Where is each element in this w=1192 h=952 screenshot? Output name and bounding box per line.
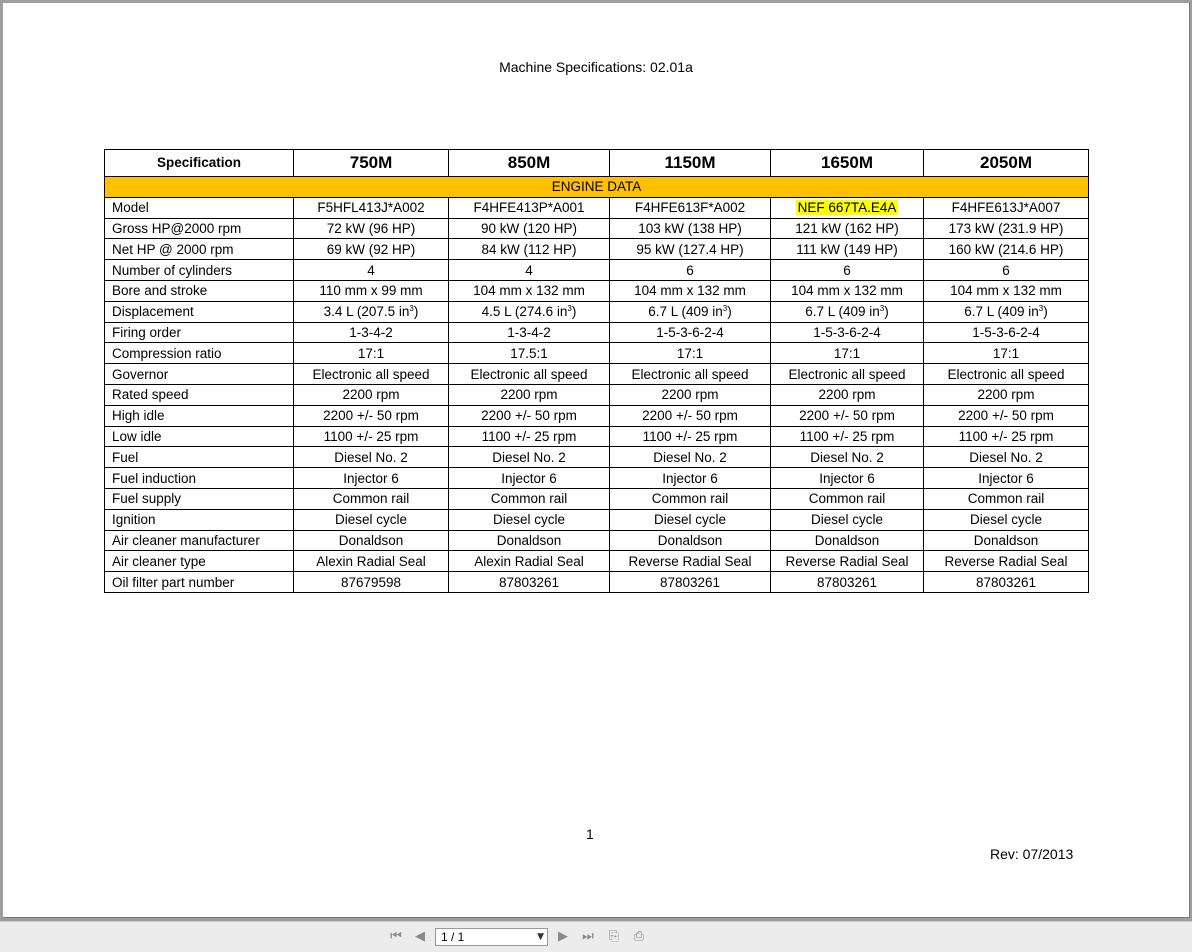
table-cell (771, 530, 924, 551)
cell-value: 6 (843, 262, 851, 278)
row-label: Bore and stroke (105, 280, 294, 301)
row-label: Air cleaner type (105, 551, 294, 572)
table-cell (610, 468, 771, 489)
unit-suffix: ) (413, 304, 419, 320)
table-cell (924, 384, 1089, 405)
row-label: Oil filter part number (105, 572, 294, 593)
cell-value: Diesel No. 2 (810, 449, 884, 465)
table-cell (924, 447, 1089, 468)
section-engine-data: ENGINE DATA (105, 177, 1089, 198)
table-cell (294, 488, 449, 509)
table-cell (610, 405, 771, 426)
unit-superscript: 3 (722, 304, 728, 314)
table-cell (449, 384, 610, 405)
cell-value: Alexin Radial Seal (474, 553, 584, 569)
table-cell (771, 239, 924, 260)
cell-value: 6.7 L (409 in (648, 304, 723, 320)
cell-value: 72 kW (96 HP) (326, 220, 416, 236)
table-cell (924, 197, 1089, 218)
table-cell (771, 343, 924, 364)
cell-value: Donaldson (973, 532, 1039, 548)
previous-view-icon[interactable]: ⎘ (608, 929, 620, 944)
cell-value: Diesel cycle (334, 512, 408, 528)
unit-suffix: ) (571, 304, 577, 320)
cell-value: 104 mm x 132 mm (791, 283, 903, 299)
cell-value: 6 (1002, 262, 1010, 278)
table-row (105, 197, 1089, 218)
table-cell (771, 384, 924, 405)
table-cell (610, 260, 771, 281)
table-cell (449, 572, 610, 593)
cell-value: 173 kW (231.9 HP) (948, 220, 1064, 236)
cell-value: 1100 +/- 25 rpm (323, 428, 419, 444)
header-model: 2050M (924, 150, 1089, 177)
cell-value: Electronic all speed (312, 366, 430, 382)
table-cell (449, 509, 610, 530)
cell-value: Diesel No. 2 (653, 449, 727, 465)
table-cell (449, 218, 610, 239)
page-select[interactable] (435, 928, 548, 946)
cell-value: 104 mm x 132 mm (950, 283, 1062, 299)
table-cell (294, 530, 449, 551)
cell-value: 1100 +/- 25 rpm (958, 428, 1054, 444)
table-cell (771, 468, 924, 489)
table-cell (771, 280, 924, 301)
table-cell (449, 488, 610, 509)
table-cell (449, 260, 610, 281)
cell-value: 110 mm x 99 mm (319, 283, 423, 299)
unit-suffix: ) (884, 304, 889, 320)
row-label: Number of cylinders (105, 260, 294, 281)
previous-page-icon[interactable]: ◀ (415, 929, 425, 944)
table-cell (771, 572, 924, 593)
page-select-value: 1 / 1 (441, 930, 465, 944)
table-cell (924, 364, 1089, 385)
row-label: Fuel (105, 447, 294, 468)
cell-value: 104 mm x 132 mm (634, 283, 746, 299)
cell-value: Alexin Radial Seal (316, 553, 426, 569)
table-row (105, 239, 1089, 260)
table-cell (610, 551, 771, 572)
table-cell (294, 384, 449, 405)
cell-value: 84 kW (112 HP) (481, 241, 577, 257)
cell-value: 2200 +/- 50 rpm (799, 408, 895, 424)
table-cell (771, 260, 924, 281)
cell-value: 2200 rpm (500, 387, 558, 403)
table-cell (610, 218, 771, 239)
cell-value: 4 (525, 262, 533, 278)
cell-value: 17:1 (357, 345, 385, 361)
cell-value: 1-5-3-6-2-4 (813, 324, 881, 340)
cell-value: 6 (686, 262, 694, 278)
table-cell (771, 488, 924, 509)
cell-value: Reverse Radial Seal (944, 553, 1068, 569)
table-row (105, 572, 1089, 593)
table-row (105, 405, 1089, 426)
cell-value: Reverse Radial Seal (628, 553, 752, 569)
cell-value: Diesel No. 2 (492, 449, 566, 465)
table-cell (924, 530, 1089, 551)
header-model: 850M (449, 150, 610, 177)
row-label: Rated speed (105, 384, 294, 405)
table-row (105, 343, 1089, 364)
table-cell (924, 572, 1089, 593)
cell-value: Donaldson (496, 532, 562, 548)
table-row (105, 488, 1089, 509)
cell-value: Injector 6 (343, 470, 399, 486)
table-cell (294, 364, 449, 385)
table-cell (294, 239, 449, 260)
table-cell (294, 447, 449, 468)
cell-value: NEF 667TA.E4A (797, 200, 897, 216)
cell-value: 87803261 (816, 574, 878, 590)
page-number: 1 (586, 826, 594, 842)
cell-value: Reverse Radial Seal (785, 553, 909, 569)
cell-value: 111 kW (149 HP) (796, 241, 898, 257)
cell-value: 87803261 (498, 574, 560, 590)
table-cell (771, 426, 924, 447)
table-cell (610, 364, 771, 385)
table-cell (771, 322, 924, 343)
cell-value: 1-3-4-2 (507, 324, 551, 340)
table-cell (449, 322, 610, 343)
table-cell (294, 260, 449, 281)
cell-value: Donaldson (657, 532, 723, 548)
table-cell (924, 488, 1089, 509)
cell-value: 6.7 L (409 in (964, 304, 1039, 320)
header-model: 750M (294, 150, 449, 177)
table-cell (449, 280, 610, 301)
row-label: Compression ratio (105, 343, 294, 364)
cell-value: Common rail (490, 491, 568, 507)
cell-value: 17:1 (676, 345, 704, 361)
table-cell (924, 239, 1089, 260)
table-cell (610, 322, 771, 343)
unit-superscript: 3 (1038, 304, 1044, 314)
table-cell (294, 218, 449, 239)
cell-value: Common rail (332, 491, 410, 507)
table-row (105, 364, 1089, 385)
table-cell (610, 447, 771, 468)
table-cell (294, 343, 449, 364)
cell-value: Electronic all speed (470, 366, 588, 382)
cell-value: 2200 +/- 50 rpm (323, 408, 419, 424)
table-row (105, 301, 1089, 322)
cell-value: Donaldson (814, 532, 880, 548)
row-label: High idle (105, 405, 294, 426)
table-cell (294, 509, 449, 530)
table-cell (771, 551, 924, 572)
table-cell (924, 343, 1089, 364)
cell-value: 17.5:1 (510, 345, 548, 361)
table-cell (771, 218, 924, 239)
cell-value: Electronic all speed (947, 366, 1065, 382)
table-header-row (105, 150, 1089, 177)
cell-value: Injector 6 (978, 470, 1034, 486)
table-row (105, 530, 1089, 551)
row-label: Governor (105, 364, 294, 385)
row-label: Firing order (105, 322, 294, 343)
table-cell (294, 322, 449, 343)
table-cell (924, 322, 1089, 343)
table-cell (610, 530, 771, 551)
table-cell (610, 488, 771, 509)
table-cell (924, 468, 1089, 489)
cell-value: Diesel cycle (969, 512, 1043, 528)
table-cell (449, 468, 610, 489)
unit-superscript: 3 (567, 304, 572, 314)
table-cell (449, 530, 610, 551)
table-cell (294, 301, 449, 322)
row-label: Model (105, 197, 294, 218)
table-row (105, 260, 1089, 281)
cell-value: 95 kW (127.4 HP) (636, 241, 744, 257)
row-label: Ignition (105, 509, 294, 530)
table-cell (449, 551, 610, 572)
unit-suffix: ) (727, 304, 732, 320)
cell-value: 3.4 L (207.5 in (323, 304, 410, 320)
table-cell (610, 239, 771, 260)
cell-value: 1100 +/- 25 rpm (799, 428, 895, 444)
table-row (105, 218, 1089, 239)
table-cell (294, 197, 449, 218)
cell-value: Diesel No. 2 (334, 449, 408, 465)
table-row (105, 322, 1089, 343)
table-cell (610, 280, 771, 301)
cell-value: 1100 +/- 25 rpm (481, 428, 577, 444)
cell-value: 2200 +/- 50 rpm (642, 408, 738, 424)
unit-suffix: ) (1043, 304, 1048, 320)
table-cell (294, 551, 449, 572)
cell-value: 104 mm x 132 mm (473, 283, 585, 299)
cell-value: Injector 6 (662, 470, 718, 486)
table-cell (610, 426, 771, 447)
cell-value: F4HFE413P*A001 (473, 200, 585, 216)
table-cell (449, 197, 610, 218)
cell-value: 6.7 L (409 in (805, 304, 880, 320)
table-cell (449, 447, 610, 468)
cell-value: Injector 6 (819, 470, 875, 486)
cell-value: 1-5-3-6-2-4 (656, 324, 724, 340)
table-cell (449, 239, 610, 260)
table-row (105, 447, 1089, 468)
cell-value: Injector 6 (501, 470, 557, 486)
table-cell (449, 405, 610, 426)
table-cell (924, 218, 1089, 239)
table-cell (924, 260, 1089, 281)
cell-value: 2200 +/- 50 rpm (958, 408, 1054, 424)
table-cell (924, 405, 1089, 426)
row-label: Low idle (105, 426, 294, 447)
row-label: Displacement (105, 301, 294, 322)
table-cell (294, 572, 449, 593)
cell-value: Diesel cycle (653, 512, 727, 528)
table-cell (771, 405, 924, 426)
header-model: 1150M (610, 150, 771, 177)
section-row (105, 177, 1089, 198)
cell-value: Diesel cycle (492, 512, 566, 528)
cell-value: Electronic all speed (788, 366, 906, 382)
table-row (105, 551, 1089, 572)
cell-value: F4HFE613J*A007 (951, 200, 1061, 216)
cell-value: 4.5 L (274.6 in (481, 304, 568, 320)
table-cell (924, 551, 1089, 572)
table-cell (924, 426, 1089, 447)
cell-value: 121 kW (162 HP) (795, 220, 899, 236)
row-label: Gross HP@2000 rpm (105, 218, 294, 239)
table-cell (449, 426, 610, 447)
cell-value: F5HFL413J*A002 (317, 200, 425, 216)
table-cell (771, 197, 924, 218)
table-row (105, 468, 1089, 489)
cell-value: 87803261 (975, 574, 1037, 590)
cell-value: 2200 rpm (661, 387, 719, 403)
table-cell (294, 405, 449, 426)
cell-value: F4HFE613F*A002 (634, 200, 746, 216)
table-row (105, 280, 1089, 301)
row-label: Air cleaner manufacturer (105, 530, 294, 551)
unit-superscript: 3 (409, 304, 414, 314)
table-cell (924, 280, 1089, 301)
table-cell (771, 509, 924, 530)
cell-value: Diesel cycle (810, 512, 884, 528)
cell-value: 2200 rpm (342, 387, 400, 403)
table-cell (924, 301, 1089, 322)
next-view-icon[interactable]: ⎙ (633, 929, 645, 944)
cell-value: Diesel No. 2 (969, 449, 1043, 465)
table-cell (294, 426, 449, 447)
cell-value: 1-5-3-6-2-4 (972, 324, 1040, 340)
cell-value: 2200 +/- 50 rpm (481, 408, 577, 424)
cell-value: 4 (367, 262, 375, 278)
table-cell (924, 509, 1089, 530)
pdf-toolbar (0, 921, 1192, 952)
cell-value: Common rail (808, 491, 886, 507)
cell-value: 90 kW (120 HP) (480, 220, 578, 236)
table-cell (449, 301, 610, 322)
cell-value: Common rail (651, 491, 729, 507)
table-cell (610, 509, 771, 530)
cell-value: 1100 +/- 25 rpm (642, 428, 738, 444)
table-cell (771, 301, 924, 322)
row-label: Fuel supply (105, 488, 294, 509)
first-page-icon[interactable]: ⏮ (390, 929, 402, 944)
cell-value: 160 kW (214.6 HP) (948, 241, 1064, 257)
cell-value: 2200 rpm (977, 387, 1035, 403)
table-cell (610, 343, 771, 364)
unit-superscript: 3 (879, 304, 885, 314)
table-cell (771, 447, 924, 468)
cell-value: 103 kW (138 HP) (638, 220, 742, 236)
document-title: Machine Specifications: 02.01a (499, 59, 693, 75)
table-row (105, 426, 1089, 447)
cell-value: 2200 rpm (818, 387, 876, 403)
cell-value: 87679598 (340, 574, 402, 590)
table-cell (449, 364, 610, 385)
table-cell (610, 384, 771, 405)
table-cell (610, 197, 771, 218)
table-row (105, 384, 1089, 405)
table-cell (771, 364, 924, 385)
table-cell (610, 572, 771, 593)
cell-value: Common rail (967, 491, 1045, 507)
row-label: Fuel induction (105, 468, 294, 489)
revision-date: Rev: 07/2013 (990, 846, 1074, 862)
header-model: 1650M (771, 150, 924, 177)
row-label: Net HP @ 2000 rpm (105, 239, 294, 260)
last-page-icon[interactable]: ⏭ (582, 929, 594, 944)
cell-value: Electronic all speed (631, 366, 749, 382)
cell-value: 69 kW (92 HP) (326, 241, 416, 257)
table-cell (294, 468, 449, 489)
cell-value: 87803261 (659, 574, 721, 590)
cell-value: 17:1 (833, 345, 861, 361)
chevron-down-icon: ▼ (537, 932, 544, 942)
table-cell (610, 301, 771, 322)
cell-value: Donaldson (338, 532, 404, 548)
header-specification: Specification (105, 150, 294, 177)
cell-value: 1-3-4-2 (349, 324, 393, 340)
table-row (105, 509, 1089, 530)
table-cell (449, 343, 610, 364)
table-cell (294, 280, 449, 301)
cell-value: 17:1 (992, 345, 1020, 361)
spec-table (104, 149, 1089, 593)
next-page-icon[interactable]: ▶ (558, 929, 568, 944)
